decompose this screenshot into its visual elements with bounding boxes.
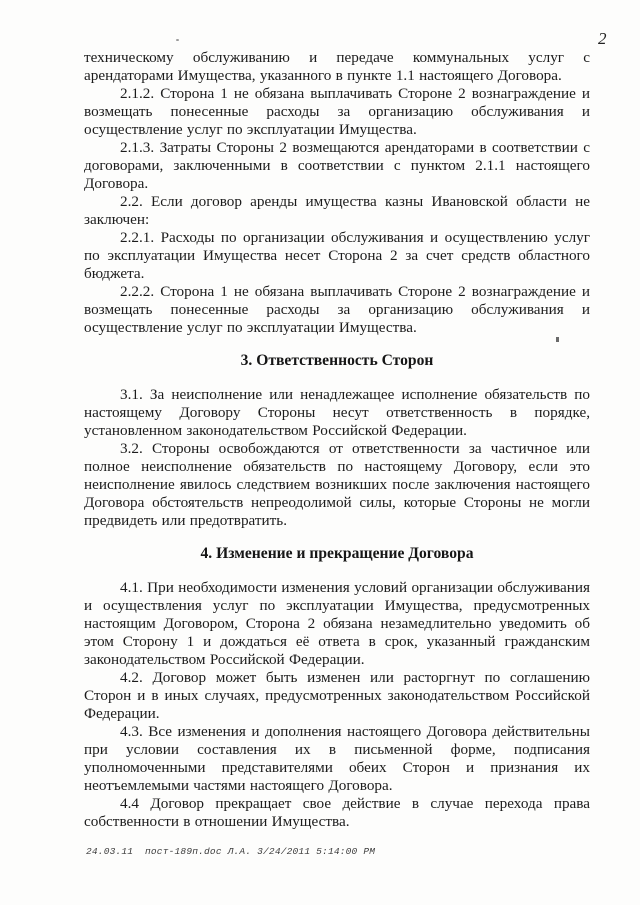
paragraph-2-2-2: 2.2.2. Сторона 1 не обязана выплачивать Стороне 2 вознаграждение и возмещать понесенные расходы за организацию обслуживания и осуществление услуг по эксплуатации Имущества.: [84, 283, 590, 336]
page-number: 2: [598, 29, 607, 48]
section-4-heading: 4. Изменение и прекращение Договора: [200, 545, 474, 562]
paragraph-2-1-2: 2.1.2. Сторона 1 не обязана выплачивать Стороне 2 вознаграждение и возмещать понесенные расходы за организацию обслуживания и осуществление услуг по эксплуатации Имущества.: [84, 85, 590, 138]
paragraph-2-2: 2.2. Если договор аренды имущества казны Ивановской области не заключен:: [84, 193, 590, 228]
paragraph-4-1: 4.1. При необходимости изменения условий организации обслуживания и осуществления услуг по эксплуатации Имущества, предусмотренных настоящим Договором, Сторона 2 обязана незамедлительно уведомить об этом Сторону 1 и дождаться её ответа в срок, указанный гражданским законодательством Российской Федерации.: [84, 579, 590, 668]
paragraph-3-1: 3.1. За неисполнение или ненадлежащее исполнение обязательств по настоящему Договору Стороны несут ответственность в порядке, установленном законодательством Российской Федерации.: [84, 386, 590, 439]
footer-file-info: 24.03.11 пост-189п.doc Л.А. 3/24/2011 5:14:00 PM: [86, 846, 376, 857]
paragraph-4-4: 4.4 Договор прекращает свое действие в случае перехода права собственности в отношении Имущества.: [84, 795, 590, 830]
paragraph-3-2: 3.2. Стороны освобождаются от ответственности за частичное или полное неисполнение обязательств по настоящему Договору, если это неисполнение явилось следствием возникших после заключения настоящего Договора обстоятельств непреодолимой силы, которые Стороны не могли предвидеть или предотвратить.: [84, 440, 590, 529]
paragraph-4-3: 4.3. Все изменения и дополнения настоящего Договора действительны при условии составления их в письменной форме, подписания уполномоченными представителями обеих Сторон и признания их неотъемлемыми частями настоящего Договора.: [84, 723, 590, 794]
document-content: [84, 49, 590, 831]
paragraph-2-1-3: 2.1.3. Затраты Стороны 2 возмещаются арендаторами в соответствии с договорами, заключенными в соответствии с пунктом 2.1.1 настоящего Договора.: [84, 139, 590, 192]
paragraph-2-1-1-continuation: техническому обслуживанию и передаче коммунальных услуг с арендаторами Имущества, указанного в пункте 1.1 настоящего Договора.: [84, 49, 590, 84]
paragraph-4-2: 4.2. Договор может быть изменен или расторгнут по соглашению Сторон и в иных случаях, предусмотренных законодательством Российской Федерации.: [84, 669, 590, 722]
section-3-heading: 3. Ответственность Сторон: [240, 352, 434, 369]
scan-artifact-dot: [176, 39, 179, 41]
paragraph-2-2-1: 2.2.1. Расходы по организации обслуживания и осуществлению услуг по эксплуатации Имущества несет Сторона 2 за счет средств областного бюджета.: [84, 229, 590, 282]
